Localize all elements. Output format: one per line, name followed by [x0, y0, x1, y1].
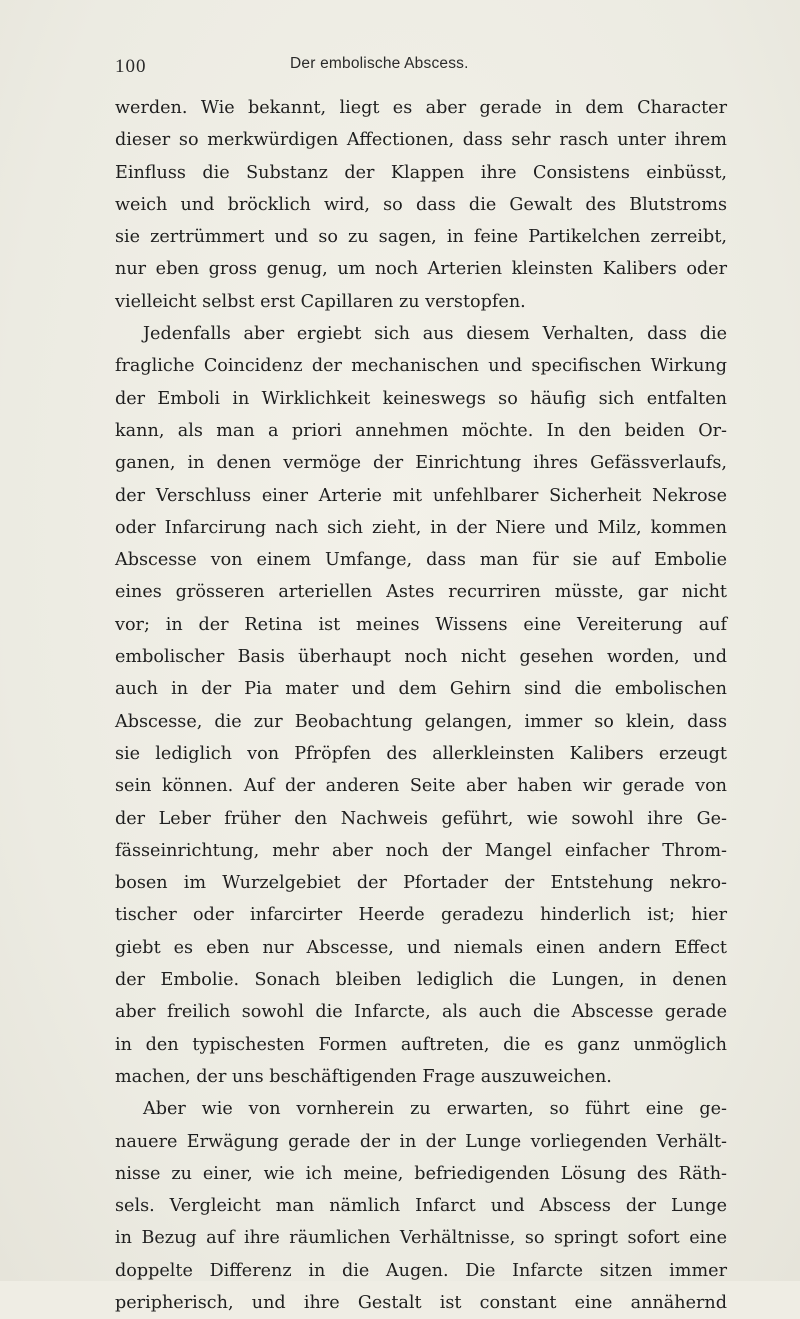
text-line: machen, der uns beschäftigenden Frage auszuweichen. — [115, 1066, 612, 1087]
text-line: ganen, in denen vermöge der Einrichtung ihres Gefässverlaufs, — [115, 453, 727, 474]
text-line: vor; in der Retina ist meines Wissens eine Vereiterung auf — [115, 614, 727, 635]
text-line: in den typischesten Formen auftreten, die es ganz unmöglich — [115, 1034, 727, 1055]
text-line: peripherisch, und ihre Gestalt ist constant eine annähernd — [115, 1292, 727, 1313]
text-line: doppelte Differenz in die Augen. Die Infarcte sitzen immer — [115, 1260, 727, 1281]
text-line: werden. Wie bekannt, liegt es aber gerade in dem Character — [115, 98, 727, 118]
text-line: nur eben gross genug, um noch Arterien kleinsten Kalibers oder — [115, 259, 727, 280]
text-line: der Leber früher den Nachweis geführt, wie sowohl ihre Ge- — [115, 808, 727, 829]
text-line: nisse zu einer, wie ich meine, befriedigenden Lösung des Räth- — [115, 1163, 727, 1184]
text-line: fässeinrichtung, mehr aber noch der Mangel einfacher Throm- — [115, 840, 727, 861]
text-line: tischer oder infarcirter Heerde geradezu hinderlich ist; hier — [115, 905, 727, 926]
text-line: eines grösseren arteriellen Astes recurriren müsste, gar nicht — [115, 582, 727, 603]
text-line: kann, als man a priori annehmen möchte. In den beiden Or- — [115, 420, 727, 441]
text-line: oder Infarcirung nach sich zieht, in der Niere und Milz, kommen — [115, 517, 727, 538]
text-line: der Emboli in Wirklichkeit keineswegs so häufig sich entfalten — [115, 388, 727, 409]
text-line: Abscesse von einem Umfange, dass man für sie auf Embolie — [115, 550, 727, 571]
text-line: dieser so merkwürdigen Affectionen, dass sehr rasch unter ihrem — [115, 130, 727, 151]
text-line: Jedenfalls aber ergiebt sich aus diesem Verhalten, dass die — [143, 324, 727, 345]
text-line: bosen im Wurzelgebiet der Pfortader der Entstehung nekro- — [115, 873, 727, 894]
text-line: embolischer Basis überhaupt noch nicht gesehen worden, und — [115, 647, 727, 668]
text-line: der Verschluss einer Arterie mit unfehlbarer Sicherheit Nekrose — [115, 485, 727, 506]
text-line: sie zertrümmert und so zu sagen, in feine Partikelchen zerreibt, — [115, 227, 727, 248]
text-line: sels. Vergleicht man nämlich Infarct und Abscess der Lunge — [115, 1196, 727, 1217]
page-number: 100 — [115, 56, 147, 77]
text-line: Aber wie von vornherein zu erwarten, so führt eine ge- — [143, 1099, 727, 1120]
text-line: giebt es eben nur Abscesse, und niemals einen andern Effect — [115, 937, 727, 958]
text-line: nauere Erwägung gerade der in der Lunge vorliegenden Verhält- — [115, 1131, 727, 1152]
running-title: Der embolische Abscess. — [290, 55, 469, 72]
text-line: Abscesse, die zur Beobachtung gelangen, immer so klein, dass — [115, 711, 727, 732]
text-line: in Bezug auf ihre räumlichen Verhältnisse, so springt sofort eine — [115, 1228, 727, 1249]
body-text — [115, 92, 727, 1319]
text-line: fragliche Coincidenz der mechanischen und specifischen Wirkung — [115, 356, 727, 377]
text-line: vielleicht selbst erst Capillaren zu verstopfen. — [115, 291, 526, 312]
text-line: sein können. Auf der anderen Seite aber haben wir gerade von — [115, 776, 727, 797]
text-line: Einfluss die Substanz der Klappen ihre Consistens einbüsst, — [115, 162, 727, 183]
running-head — [115, 54, 715, 82]
text-line: weich und bröcklich wird, so dass die Gewalt des Blutstroms — [115, 194, 727, 215]
text-line: aber freilich sowohl die Infarcte, als auch die Abscesse gerade — [115, 1002, 727, 1023]
text-line: der Embolie. Sonach bleiben lediglich die Lungen, in denen — [115, 970, 727, 991]
text-line: auch in der Pia mater und dem Gehirn sind die embolischen — [115, 679, 727, 700]
text-line: sie lediglich von Pfröpfen des allerkleinsten Kalibers erzeugt — [115, 743, 727, 764]
